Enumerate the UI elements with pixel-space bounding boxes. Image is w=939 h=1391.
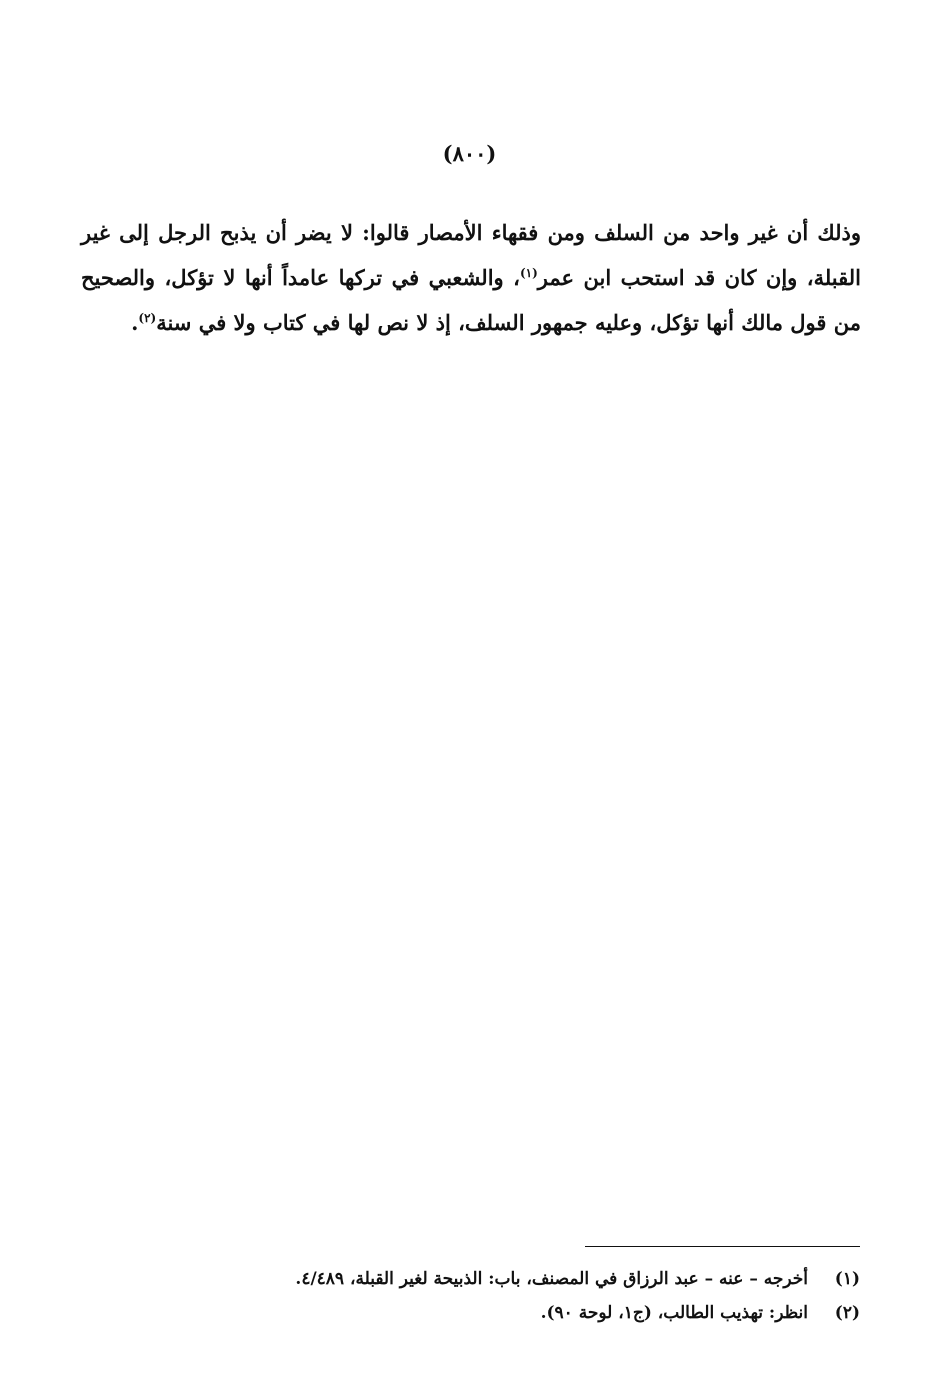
body-text-part-1: وذلك أن غير واحد من السلف ومن فقهاء الأمصار قالوا: لا يضر أن يذبح الرجل إلى غير القبلة، وإن كان قد استحب ابن عمر — [81, 220, 861, 290]
footnotes — [180, 1262, 860, 1330]
footnote-reference-2: (٢) — [138, 311, 157, 325]
footnote-number: (١) — [834, 1269, 860, 1289]
footnote-1 — [180, 1262, 860, 1296]
footnote-reference-1: (١) — [519, 266, 538, 280]
footnote-number: (٢) — [834, 1303, 860, 1323]
footnote-text: أخرجه – عنه – عبد الرزاق في المصنف، باب: الذبيحة لغير القبلة، ٤/٤٨٩. — [295, 1269, 808, 1289]
footnote-2 — [180, 1296, 860, 1330]
body-paragraph — [81, 210, 861, 345]
body-text-part-3: . — [131, 310, 139, 335]
page-number: (٨٠٠) — [442, 141, 497, 166]
footnote-separator — [585, 1246, 860, 1247]
footnote-text: انظر: تهذيب الطالب، (ج١، لوحة ٩٠). — [540, 1303, 808, 1323]
body-text-part-2: ، والشعبي في تركها عامداً أنها لا تؤكل، والصحيح من قول مالك أنها تؤكل، وعليه جمهور السلف، إذ لا نص لها في كتاب ولا في سنة — [81, 265, 861, 335]
